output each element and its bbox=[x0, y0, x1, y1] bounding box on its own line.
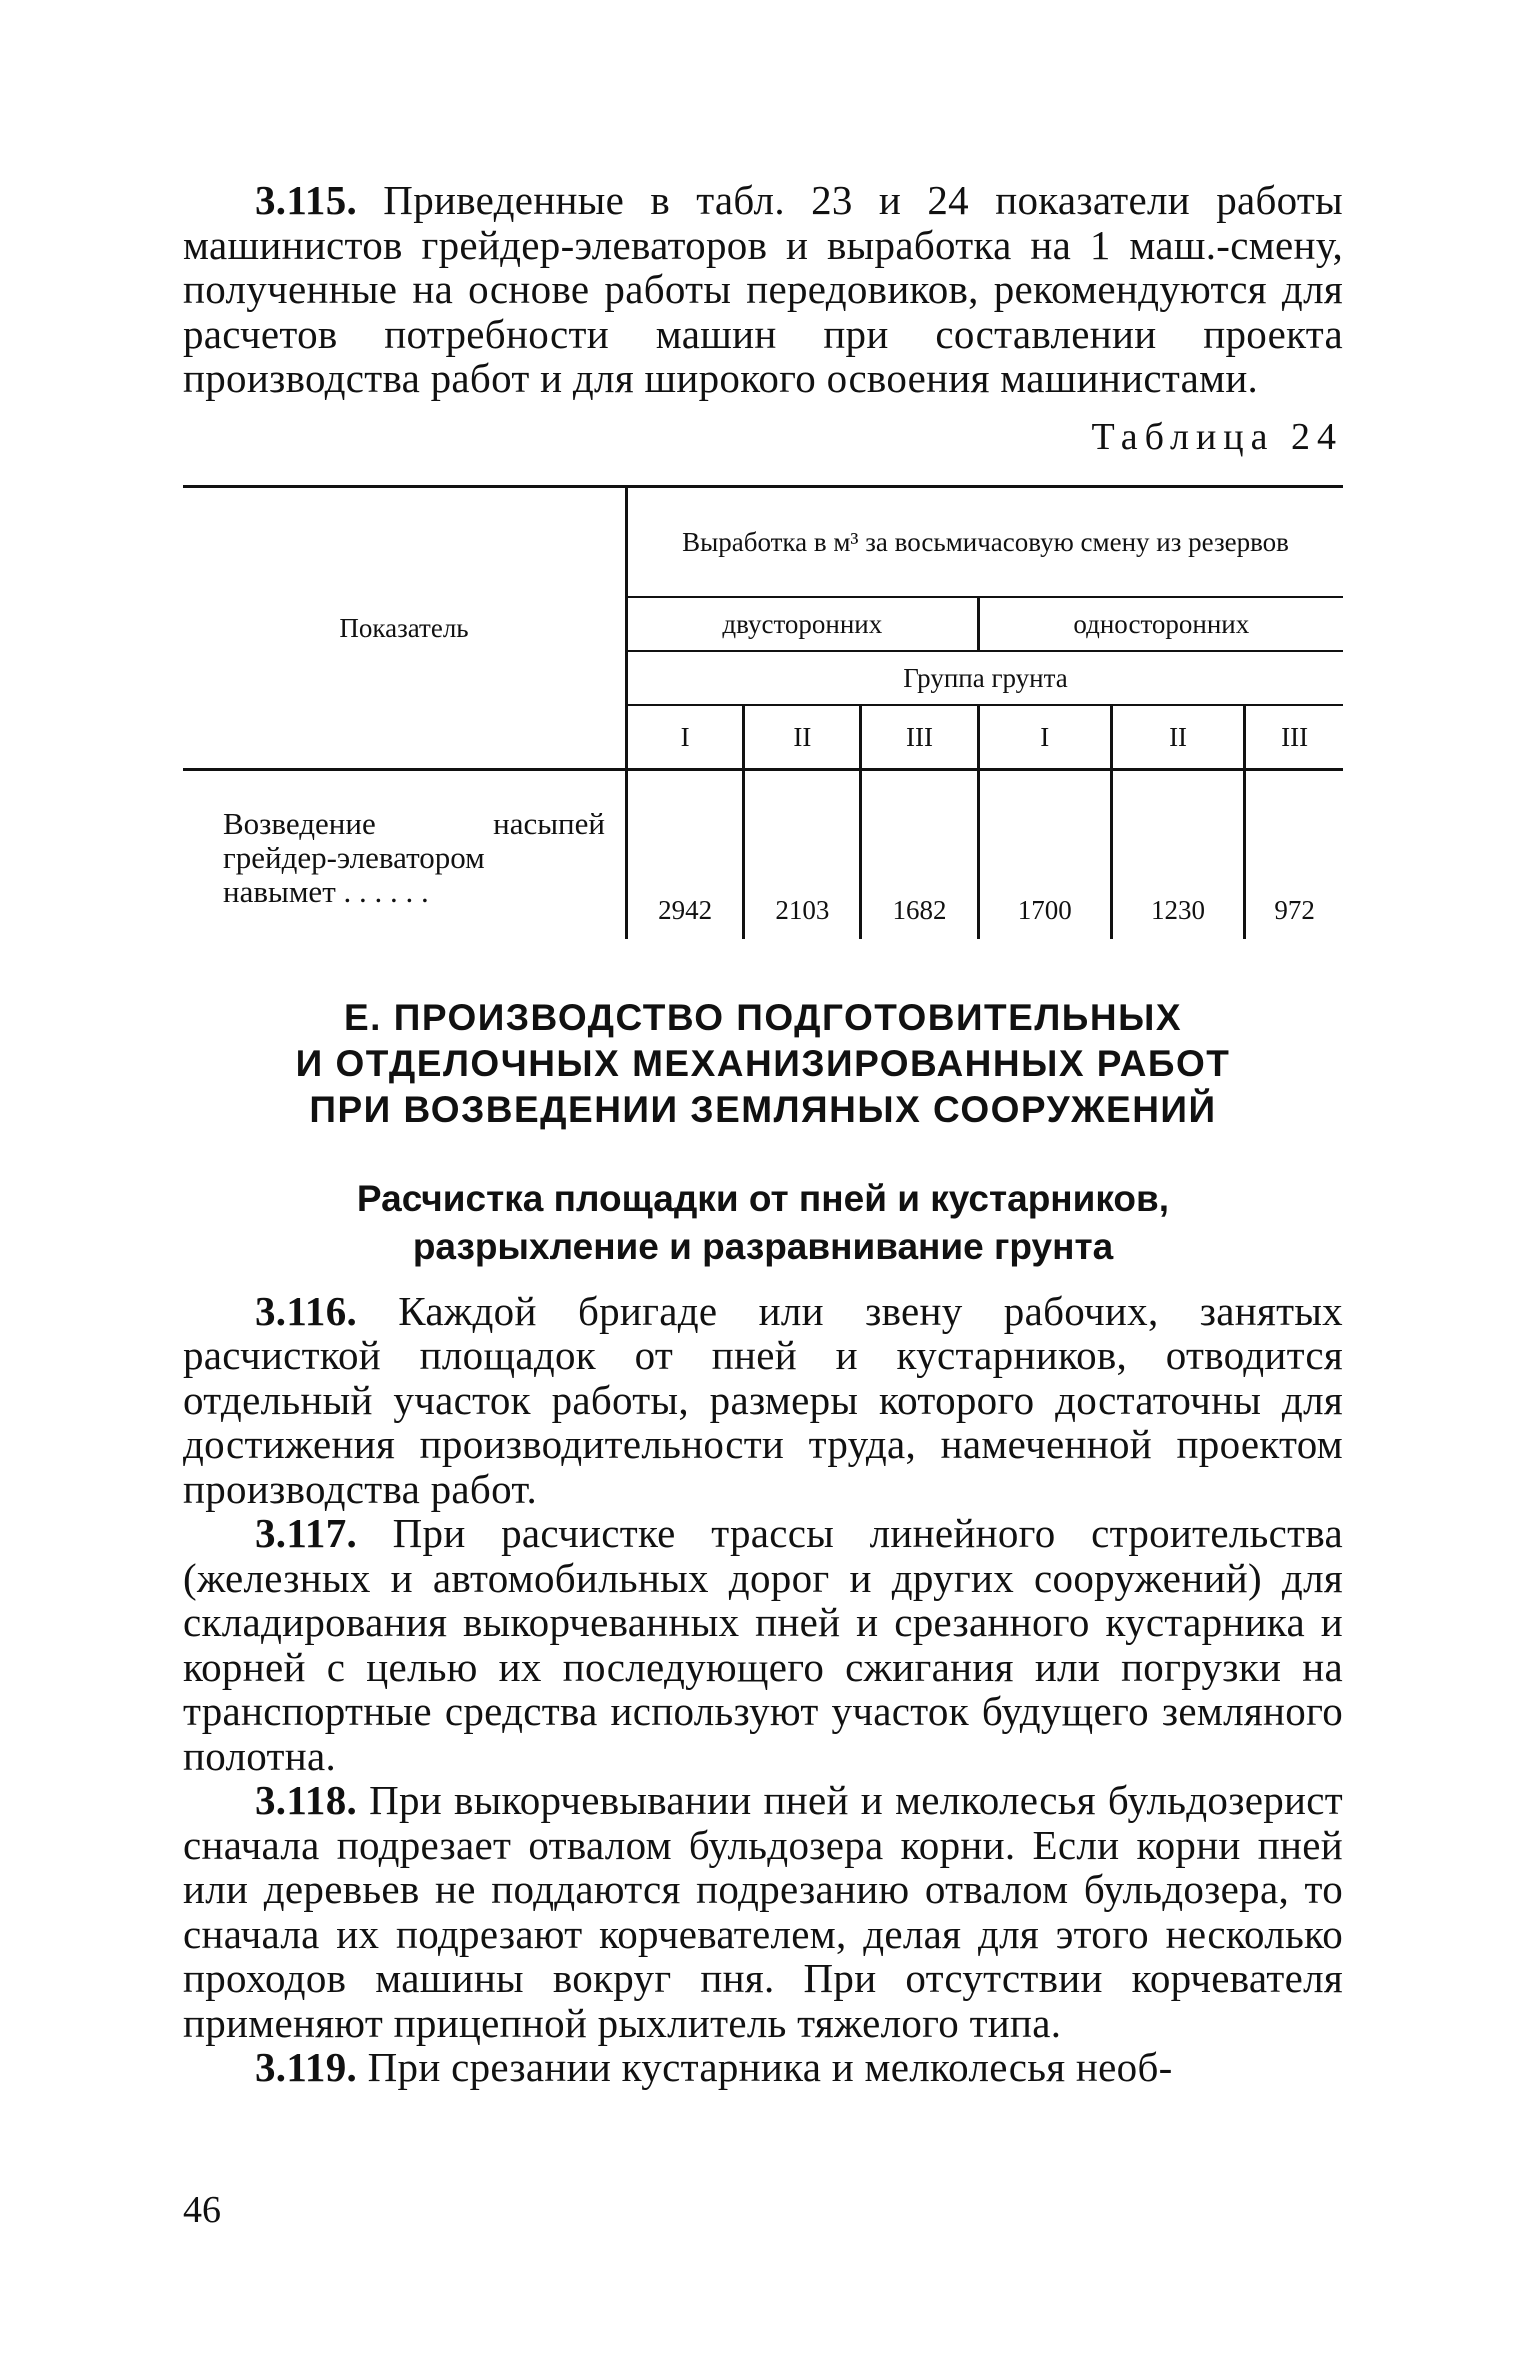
group-header-1: I bbox=[627, 705, 744, 770]
paragraph-number: 3.119. bbox=[255, 2044, 358, 2090]
paragraph-3-117 bbox=[183, 1511, 1343, 1778]
paragraph-3-115 bbox=[183, 178, 1343, 401]
section-title-line: И ОТДЕЛОЧНЫХ МЕХАНИЗИРОВАННЫХ РАБОТ bbox=[295, 1042, 1231, 1084]
subsection-title-line: Расчистка площадки от пней и кустарников, bbox=[356, 1177, 1170, 1219]
paragraph-text: Приведенные в табл. 23 и 24 показатели работы машинистов грейдер-элеваторов и выработка на 1 маш.-смену, полученные на основе работы передовиков, рекомендуются для расчетов потребности машин при составлении проекта производства работ и для широкого освоения машинистами. bbox=[183, 177, 1343, 401]
header-indicator: Показатель bbox=[183, 486, 627, 769]
paragraph-text: При расчистке трассы линейного строительства (железных и автомобильных дорог и других сооружений) для складирования выкорчеванных пней и срезанного кустарника и корней с целью их последующего сжигания или погрузки на транспортные средства используют участок будущего земляного полотна. bbox=[183, 1510, 1343, 1779]
header-output: Выработка в м³ за восьмичасовую смену из резервов bbox=[627, 486, 1344, 597]
section-title-line: Е. ПРОИЗВОДСТВО ПОДГОТОВИТЕЛЬНЫХ bbox=[343, 996, 1183, 1038]
value-cell: 2942 bbox=[627, 769, 744, 939]
value-cell: 2103 bbox=[744, 769, 861, 939]
group-header-6: III bbox=[1245, 705, 1343, 770]
header-two-sided: двусторонних bbox=[627, 597, 979, 651]
value-cell: 1700 bbox=[978, 769, 1111, 939]
group-header-4: I bbox=[978, 705, 1111, 770]
subsection-title bbox=[183, 1175, 1343, 1271]
paragraph-number: 3.116. bbox=[255, 1287, 358, 1334]
paragraph-text: При выкорчевывании пней и мелколесья бульдозерист сначала подрезает отвалом бульдозера корни. Если корни пней или деревьев не поддаются подрезанию отвалом бульдозера, то сначала их подрезают корчевателем, делая для этого несколько проходов машины вокруг пня. При отсутствии корчевателя применяют прицепной рыхлитель тяжелого типа. bbox=[183, 1777, 1343, 2046]
header-one-sided: односторонних bbox=[978, 597, 1343, 651]
table-row bbox=[183, 769, 1343, 939]
paragraph-3-119 bbox=[183, 2045, 1343, 2090]
paragraph-number: 3.117. bbox=[255, 1510, 358, 1556]
section-title-line: ПРИ ВОЗВЕДЕНИИ ЗЕМЛЯНЫХ СООРУЖЕНИЙ bbox=[309, 1088, 1217, 1130]
paragraph-number: 3.118. bbox=[255, 1777, 358, 1823]
page-number: 46 bbox=[183, 2189, 221, 2231]
header-soil-group: Группа грунта bbox=[627, 651, 1344, 705]
output-table bbox=[183, 485, 1343, 939]
value-cell: 972 bbox=[1245, 769, 1343, 939]
group-header-2: II bbox=[744, 705, 861, 770]
value-cell: 1682 bbox=[861, 769, 978, 939]
subsection-title-line: разрыхление и разравнивание грунта bbox=[412, 1225, 1114, 1267]
section-title bbox=[183, 995, 1343, 1133]
paragraph-text: При срезании кустарника и мелколесья необ- bbox=[367, 2044, 1173, 2090]
row-label: Возведение насыпей грейдер-элеватором навымет . . . . . . bbox=[223, 805, 605, 909]
group-header-3: III bbox=[861, 705, 978, 770]
paragraph-3-116 bbox=[183, 1289, 1343, 1512]
paragraph-text: Каждой бригаде или звену рабочих, занятых расчисткой площадок от пней и кустарников, отводится отдельный участок работы, размеры которого достаточны для достижения производительности труда, намеченной проектом производства работ. bbox=[183, 1287, 1343, 1512]
group-header-5: II bbox=[1111, 705, 1244, 770]
table-caption: Таблица 24 bbox=[1091, 415, 1343, 458]
page-content bbox=[183, 178, 1343, 2090]
paragraph-number: 3.115. bbox=[255, 177, 358, 223]
value-cell: 1230 bbox=[1111, 769, 1244, 939]
paragraph-3-118 bbox=[183, 1778, 1343, 2045]
